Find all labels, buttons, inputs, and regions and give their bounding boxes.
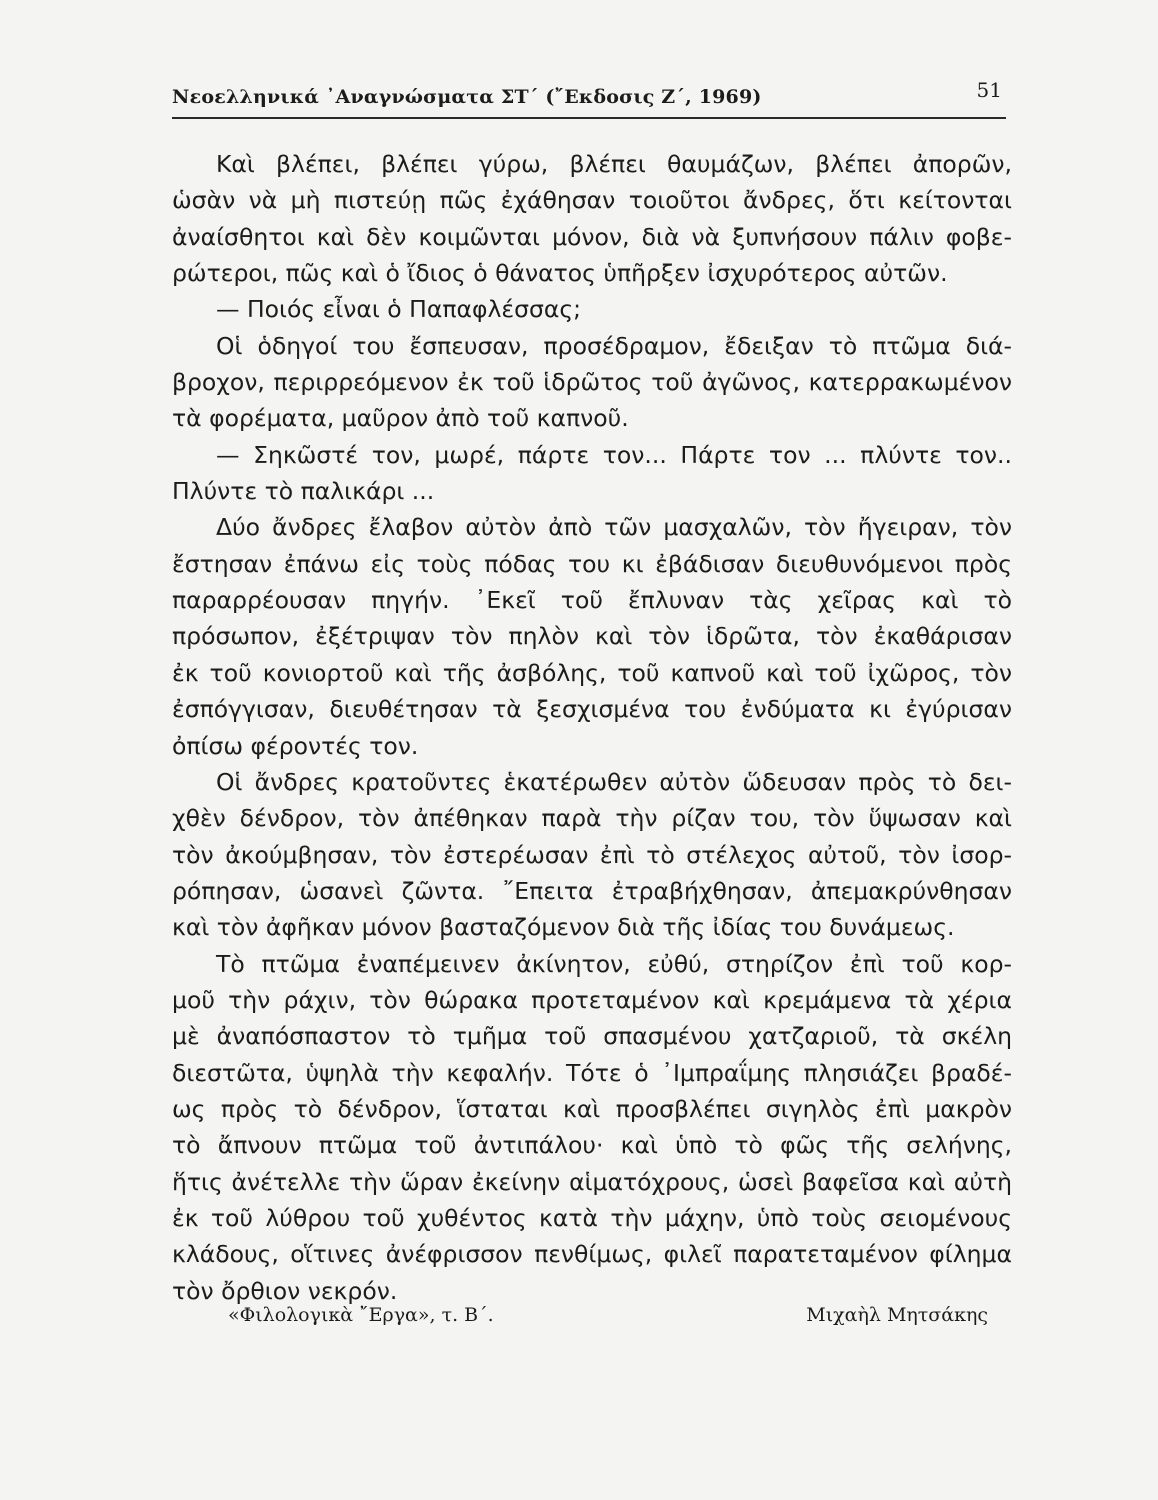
text-line: — Ποιός εἶναι ὁ Παπαφλέσσας; [216,295,582,324]
text-line: ρώτεροι, πῶς καὶ ὁ ἴδιος ὁ θάνατος ὑπῆρξεν ἰσχυρότερος αὐτῶν. [172,259,948,288]
author-name: Μιχαὴλ Μητσάκης [806,1304,988,1326]
header-rule [172,117,1006,119]
text-line: Τὸ πτῶμα ἐναπέμεινεν ἀκίνητον, εὐθύ, στηρίζον ἐπὶ τοῦ κορ- [216,949,1012,978]
text-line: ἥτις ἀνέτελλε τὴν ὥραν ἐκείνην αἱματόχρους, ὡσεὶ βαφεῖσα καὶ αὐτὴ [172,1167,1012,1196]
text-line: Οἱ ἄνδρες κρατοῦντες ἑκατέρωθεν αὐτὸν ὥδευσαν πρὸς τὸ δει- [216,767,1012,796]
text-line: τὸ ἄπνουν πτῶμα τοῦ ἀντιπάλου· καὶ ὑπὸ τὸ φῶς τῆς σελήνης, [172,1131,1012,1160]
text-line: κλάδους, οἵτινες ἀνέφρισσον πενθίμως, φιλεῖ παρατεταμένον φίλημα [172,1240,1012,1269]
text-line: ἔστησαν ἐπάνω εἰς τοὺς πόδας του κι ἐβάδισαν διευθυνόμενοι πρὸς [172,549,1012,578]
text-line: ἐκ τοῦ κονιορτοῦ καὶ τῆς ἀσβόλης, τοῦ καπνοῦ καὶ τοῦ ἰχῶρος, τὸν [172,658,1012,687]
text-line: ως πρὸς τὸ δένδρον, ἵσταται καὶ προσβλέπει σιγηλὸς ἐπὶ μακρὸν [172,1094,1012,1123]
text-line: χθὲν δένδρον, τὸν ἀπέθηκαν παρὰ τὴν ρίζαν του, τὸν ὕψωσαν καὶ [172,804,1012,833]
text-line: τὸν ἀκούμβησαν, τὸν ἐστερέωσαν ἐπὶ τὸ στέλεχος αὐτοῦ, τὸν ἰσορ- [172,840,1012,869]
text-line: ἐκ τοῦ λύθρου τοῦ χυθέντος κατὰ τὴν μάχην, ὑπὸ τοὺς σειομένους [172,1203,1012,1232]
text-line: ὀπίσω φέροντές τον. [172,731,419,760]
text-line: ὡσὰν νὰ μὴ πιστεύῃ πῶς ἐχάθησαν τοιοῦτοι ἄνδρες, ὅτι κείτονται [172,186,1012,215]
text-line: μοῦ τὴν ράχιν, τὸν θώρακα προτεταμένον καὶ κρεμάμενα τὰ χέρια [172,985,1012,1014]
text-line: βροχον, περιρρεόμενον ἐκ τοῦ ἱδρῶτος τοῦ ἀγῶνος, κατερρακωμένον [172,368,1012,397]
body-text [172,146,1012,1309]
text-line: ρόπησαν, ὡσανεὶ ζῶντα. ῎Επειτα ἐτραβήχθησαν, ἀπεμακρύνθησαν [172,876,1012,905]
text-line: Πλύντε τὸ παλικάρι ... [172,477,435,506]
text-line: πρόσωπον, ἐξέτριψαν τὸν πηλὸν καὶ τὸν ἱδρῶτα, τὸν ἐκαθάρισαν [172,622,1012,651]
text-line: τὸν ὄρθιον νεκρόν. [172,1276,398,1305]
text-line: καὶ τὸν ἀφῆκαν μόνον βασταζόμενον διὰ τῆς ἰδίας του δυνάμεως. [172,913,955,942]
text-line: μὲ ἀναπόσπαστον τὸ τμῆμα τοῦ σπασμένου χατζαριοῦ, τὰ σκέλη [172,1022,1012,1051]
text-line: ἐσπόγγισαν, διευθέτησαν τὰ ξεσχισμένα του ἐνδύματα κι ἐγύρισαν [172,695,1012,724]
text-line: Καὶ βλέπει, βλέπει γύρω, βλέπει θαυμάζων, βλέπει ἀπορῶν, [216,150,1012,178]
text-line: ἀναίσθητοι καὶ δὲν κοιμῶνται μόνον, διὰ νὰ ξυπνήσουν πάλιν φοβε- [172,222,1012,251]
text-line: τὰ φορέματα, μαῦρον ἀπὸ τοῦ καπνοῦ. [172,404,629,433]
header-title: Νεοελληνικά ᾿Αναγνώσματα ΣΤ΄ (῎Εκδοσις Ζ΄, 1969) [172,86,762,108]
running-header [172,78,1006,116]
text-line: — Σηκῶστέ τον, μωρέ, πάρτε τον... Πάρτε τον ... πλύντε τον.. [216,440,1012,469]
text-line: διεστῶτα, ὑψηλὰ τὴν κεφαλήν. Τότε ὁ ᾿Ιμπραΐμης πλησιάζει βραδέ- [172,1058,1012,1087]
text-line: Δύο ἄνδρες ἔλαβον αὐτὸν ἀπὸ τῶν μασχαλῶν, τὸν ἤγειραν, τὸν [216,513,1012,542]
source-citation: «Φιλολογικὰ ῎Εργα», τ. Β΄. [228,1304,494,1326]
text-line: Οἱ ὁδηγοί του ἔσπευσαν, προσέδραμον, ἔδειξαν τὸ πτῶμα διά- [216,331,1012,360]
text-line: παραρρέουσαν πηγήν. ᾿Εκεῖ τοῦ ἔπλυναν τὰς χεῖρας καὶ τὸ [172,586,1012,615]
page-number: 51 [976,78,1002,102]
